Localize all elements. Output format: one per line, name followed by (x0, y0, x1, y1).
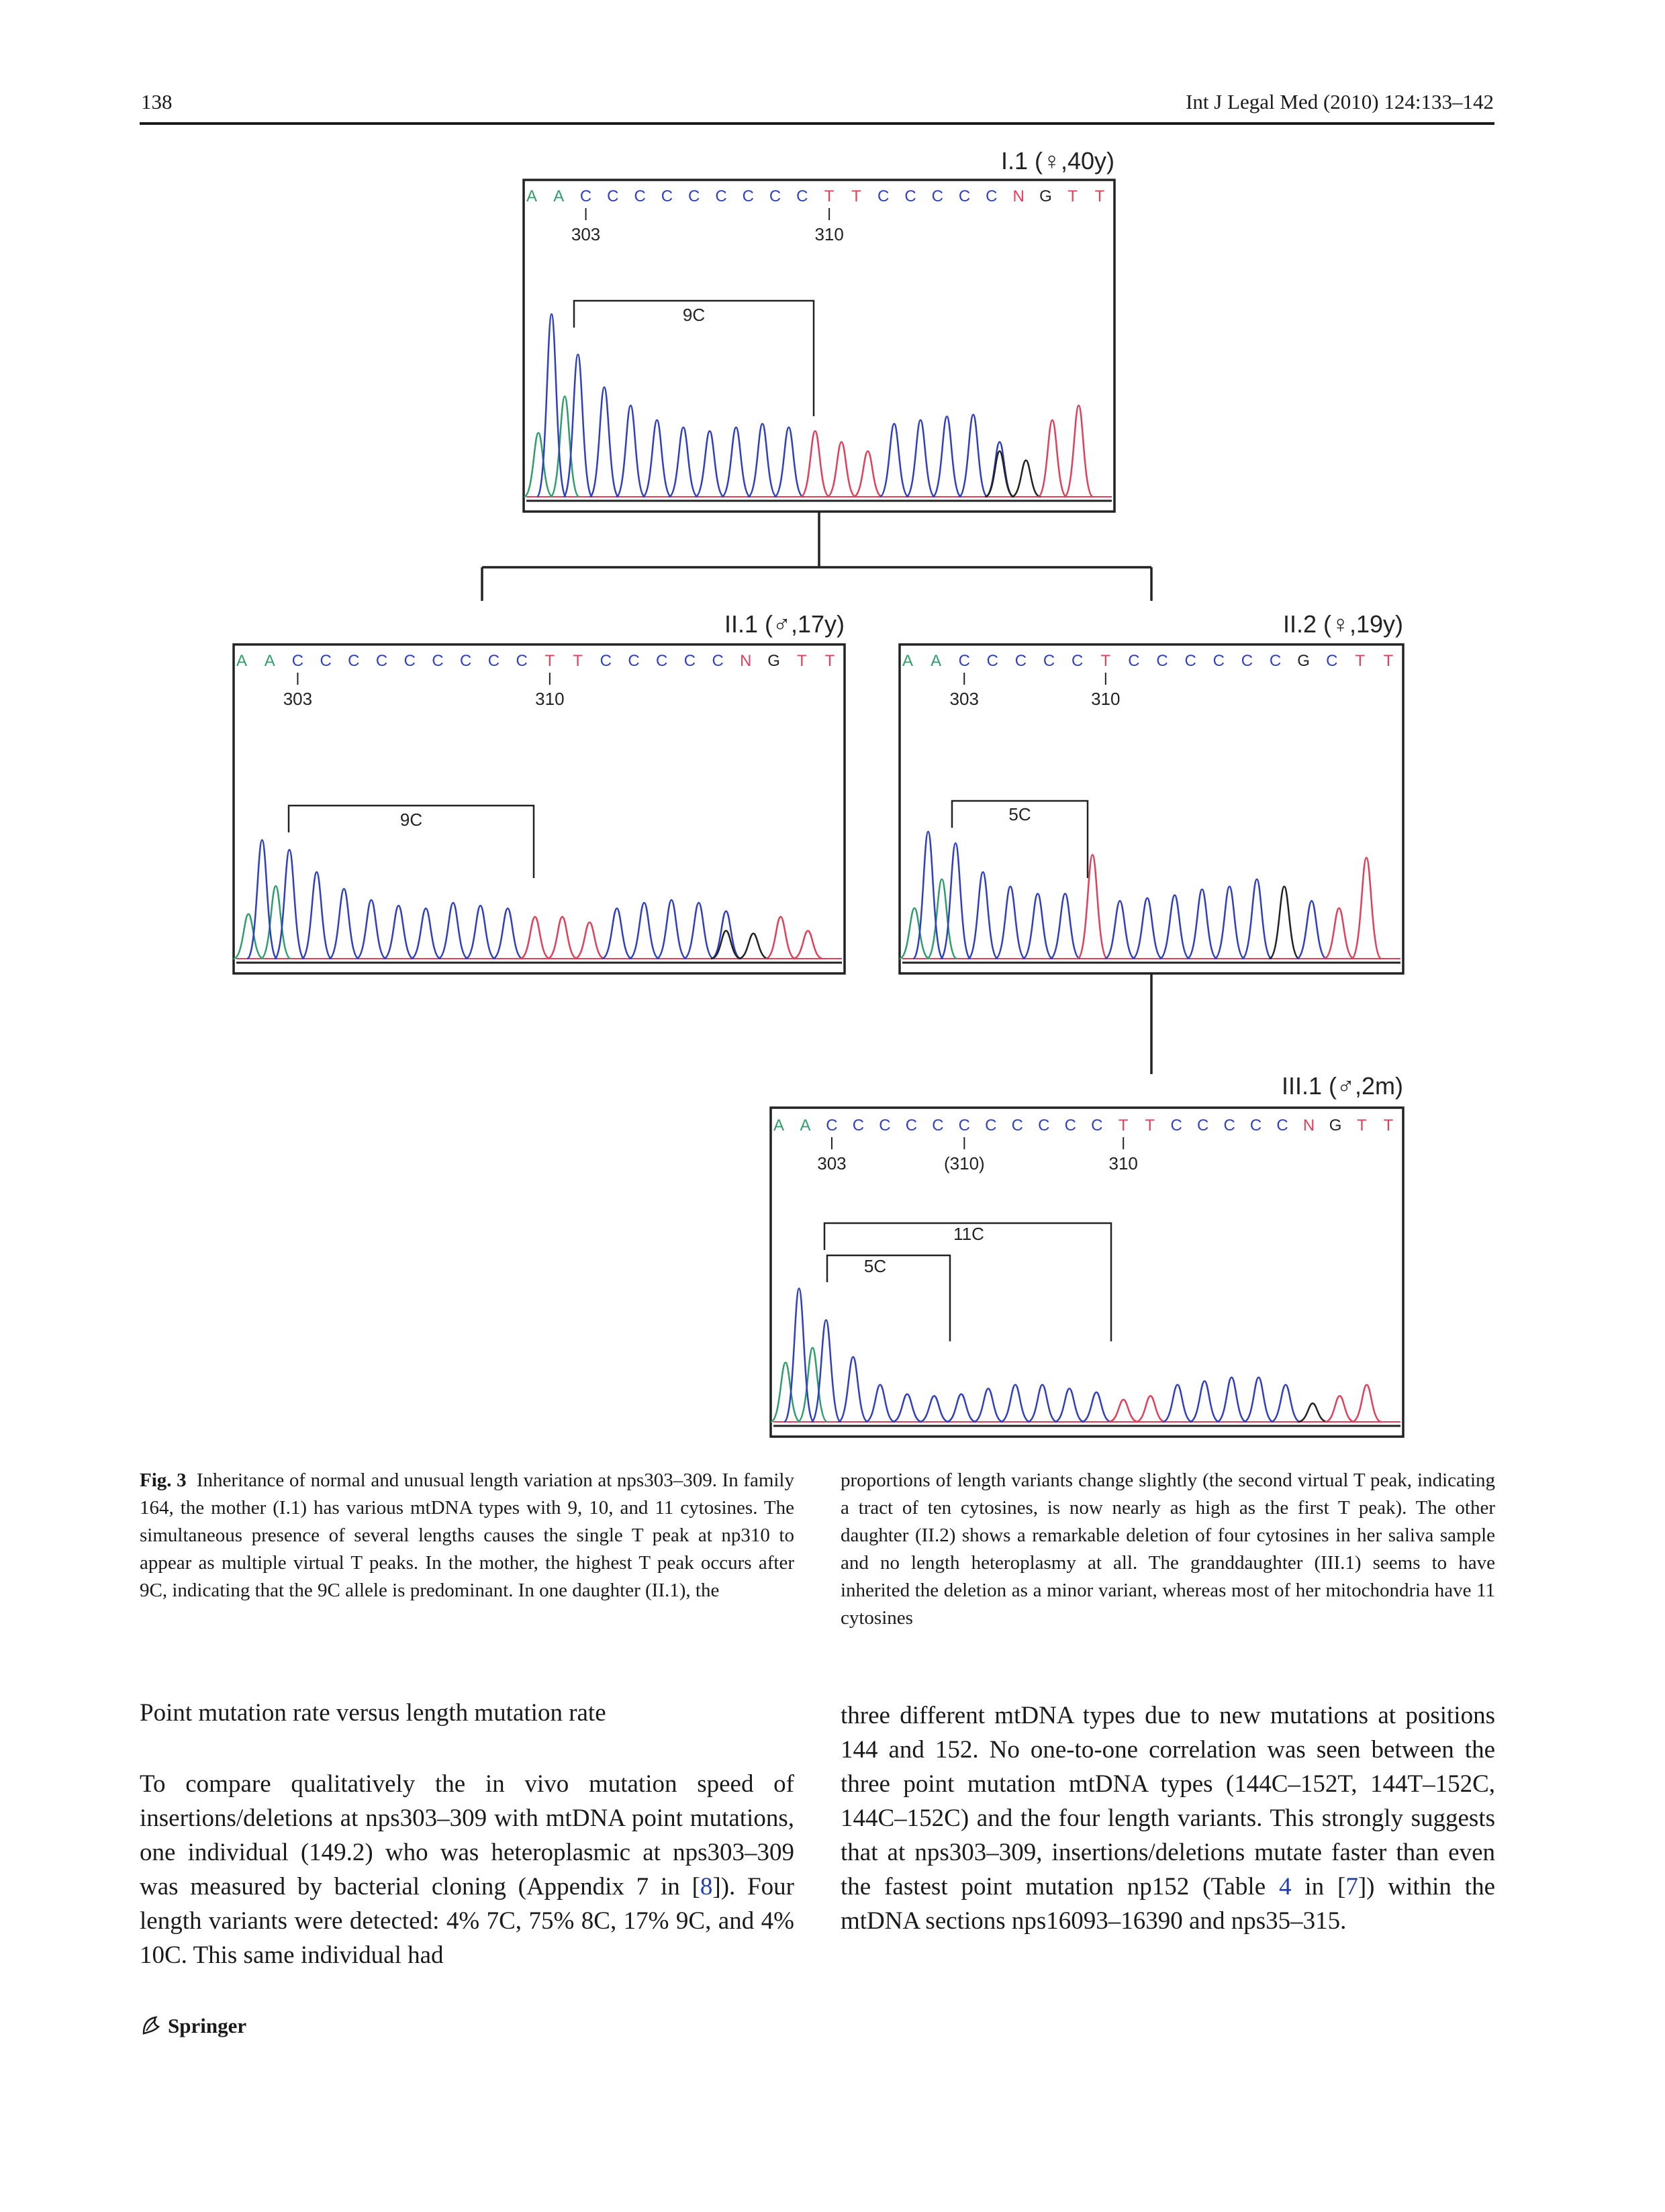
base-call: C (826, 1116, 838, 1135)
body-paragraph-left (140, 1767, 794, 1972)
base-call: C (986, 652, 999, 670)
position-label: 303 (571, 224, 601, 244)
base-call: C (1326, 652, 1338, 670)
base-call: G (1329, 1116, 1342, 1135)
repeat-length-label: 9C (399, 810, 423, 830)
base-call: C (879, 1116, 891, 1135)
base-call: C (1091, 1116, 1103, 1135)
position-label: 310 (1091, 689, 1121, 709)
base-call: C (931, 187, 943, 205)
base-call: C (1011, 1116, 1023, 1135)
base-call: C (715, 187, 727, 205)
base-call: C (1223, 1116, 1235, 1135)
base-call: C (432, 652, 444, 670)
position-label: 310 (1108, 1153, 1138, 1173)
base-call: A (526, 187, 538, 205)
base-call: C (1064, 1116, 1076, 1135)
base-call: C (683, 652, 696, 670)
base-call: C (985, 1116, 997, 1135)
base-call: C (1184, 652, 1196, 670)
page-number: 138 (141, 90, 173, 113)
base-call: C (1249, 1116, 1262, 1135)
base-call: C (487, 652, 500, 670)
position-label: 310 (814, 224, 844, 244)
chromatogram-panel-II-1 (234, 610, 845, 973)
position-label: 310 (535, 689, 565, 709)
body-text: in [ (1291, 1873, 1346, 1901)
base-call: A (800, 1116, 811, 1135)
base-call: C (958, 187, 971, 205)
base-call: C (769, 187, 781, 205)
figure-label: Fig. 3 (140, 1470, 187, 1491)
base-call: A (931, 652, 942, 670)
base-call: T (1118, 1116, 1129, 1135)
base-call: T (824, 652, 835, 670)
base-call: T (796, 652, 807, 670)
base-call: C (1170, 1116, 1182, 1135)
body-text: ]) within the mtDNA sections nps16093–16390 and nps35–315. (841, 1873, 1496, 1935)
base-call: C (634, 187, 646, 205)
citation-link[interactable]: 7 (1345, 1873, 1358, 1901)
table-link[interactable]: 4 (1279, 1873, 1292, 1901)
base-call: C (516, 652, 528, 670)
base-call: C (1269, 652, 1282, 670)
base-call: C (796, 187, 808, 205)
base-call: T (1145, 1116, 1155, 1135)
panel-title: II.2 (♀,19y) (1282, 610, 1403, 638)
base-call: N (1302, 1116, 1315, 1135)
base-call: C (958, 1116, 971, 1135)
body-text: ]). Four length variants were detected: 4% 7C, 75% 8C, 17% 9C, and 4% 10C. This same individual had (140, 1873, 794, 1969)
figure-caption-right: proportions of length variants change slightly (the second virtual T peak, indicating a tract of ten cytosines, is now nearly as high as the first T peak). The other daughter (II.2) shows a remarkable deletion of four cytosines in her saliva sample and no length heteroplasmy at all. The granddaughter (III.1) seems to have inherited the deletion as a minor variant, whereas most of her mitochondria have 11 cytosines (841, 1470, 1495, 1629)
base-call: C (1072, 652, 1084, 670)
base-call: C (348, 652, 360, 670)
body-paragraph-right (841, 1698, 1495, 1938)
base-call: C (877, 187, 890, 205)
chromatogram-panels (234, 147, 1403, 1437)
base-call: C (460, 652, 472, 670)
base-call: C (600, 652, 612, 670)
repeat-length-label: 5C (1008, 804, 1031, 824)
base-call: C (1241, 652, 1253, 670)
caption-text-left: Inheritance of normal and unusual length variation at nps303–309. In family 164, the mother (I.1) has various mtDNA types with 9, 10, and 11 cytosines. The simultaneous presence of several lengths causes the single T peak at np310 to appear as multiple virtual T peaks. In the mother, the highest T peak occurs after 9C, indicating that the 9C allele is predominant. In one daughter (II.1), the (140, 1470, 794, 1601)
base-call: A (264, 652, 275, 670)
base-call: C (712, 652, 724, 670)
base-call: T (1383, 652, 1394, 670)
base-call: T (824, 187, 835, 205)
base-call: C (661, 187, 673, 205)
base-call: C (320, 652, 332, 670)
base-call: C (905, 1116, 918, 1135)
base-call: T (1355, 652, 1366, 670)
base-call: C (688, 187, 700, 205)
panel-title: III.1 (♂,2m) (1281, 1072, 1403, 1100)
repeat-length-label: 9C (682, 305, 706, 325)
base-call: N (1012, 187, 1025, 205)
base-call: C (656, 652, 668, 670)
panel-title: II.1 (♂,17y) (724, 610, 845, 638)
base-call: G (1039, 187, 1052, 205)
position-label: 303 (817, 1153, 847, 1173)
base-call: A (902, 652, 914, 670)
base-call: C (607, 187, 619, 205)
base-call: T (1100, 652, 1111, 670)
base-call: C (628, 652, 640, 670)
base-call: C (579, 187, 592, 205)
base-call: A (553, 187, 565, 205)
base-call: C (852, 1116, 865, 1135)
base-call: C (904, 187, 916, 205)
citation-link[interactable]: 8 (700, 1873, 713, 1901)
base-call: G (767, 652, 780, 670)
base-call: C (986, 187, 998, 205)
base-call: C (1014, 652, 1027, 670)
base-call: N (740, 652, 752, 670)
base-call: G (1297, 652, 1310, 670)
base-call: T (1383, 1116, 1394, 1135)
position-label: 303 (283, 689, 313, 709)
base-call: C (1038, 1116, 1050, 1135)
journal-citation: Int J Legal Med (2010) 124:133–142 (1186, 90, 1494, 113)
position-label: (310) (943, 1153, 985, 1173)
base-call: C (932, 1116, 944, 1135)
base-call: T (1357, 1116, 1367, 1135)
figure-caption-left (140, 1467, 794, 1604)
base-call: C (1128, 652, 1140, 670)
base-call: C (375, 652, 388, 670)
base-call: C (1156, 652, 1168, 670)
base-call: C (1276, 1116, 1288, 1135)
publisher-name: Springer (168, 2014, 247, 2037)
panel-title: I.1 (♀,40y) (1000, 147, 1114, 175)
base-call: C (1212, 652, 1225, 670)
publisher-footer (140, 2014, 246, 2038)
base-call: T (1067, 187, 1078, 205)
base-call: C (1196, 1116, 1209, 1135)
base-call: T (851, 187, 861, 205)
section-title: Point mutation rate versus length mutation rate (140, 1699, 606, 1727)
base-call: T (573, 652, 583, 670)
repeat-length-label: 5C (863, 1256, 887, 1276)
base-call: A (773, 1116, 785, 1135)
base-call: C (742, 187, 754, 205)
base-call: C (291, 652, 304, 670)
springer-logo-icon (140, 2015, 162, 2037)
base-call: C (1043, 652, 1055, 670)
chromatogram-panel-I-1 (524, 147, 1114, 512)
body-text: three different mtDNA types due to new mutations at positions 144 and 152. No one-to-one correlation was seen between the three point mutation mtDNA types (144C–152T, 144T–152C, 144C–152C) and the four length variants. This strongly suggests that at nps303–309, insertions/deletions mutate faster than even the fastest point mutation np152 (Table (841, 1702, 1495, 1901)
base-call: T (544, 652, 555, 670)
chromatogram-panel-II-2 (900, 610, 1403, 973)
base-call: A (236, 652, 248, 670)
repeat-length-label: 11C (953, 1224, 984, 1244)
base-call: C (403, 652, 416, 670)
chromatogram-panel-III-1 (771, 1072, 1403, 1437)
position-label: 303 (949, 689, 979, 709)
base-call: C (958, 652, 970, 670)
base-call: T (1094, 187, 1105, 205)
body-text: To compare qualitatively the in vivo mutation speed of insertions/deletions at nps303–309 with mtDNA point mutations, one individual (149.2) who was heteroplasmic at nps303–309 was measured by bacterial cloning (Appendix 7 in [ (140, 1770, 794, 1901)
